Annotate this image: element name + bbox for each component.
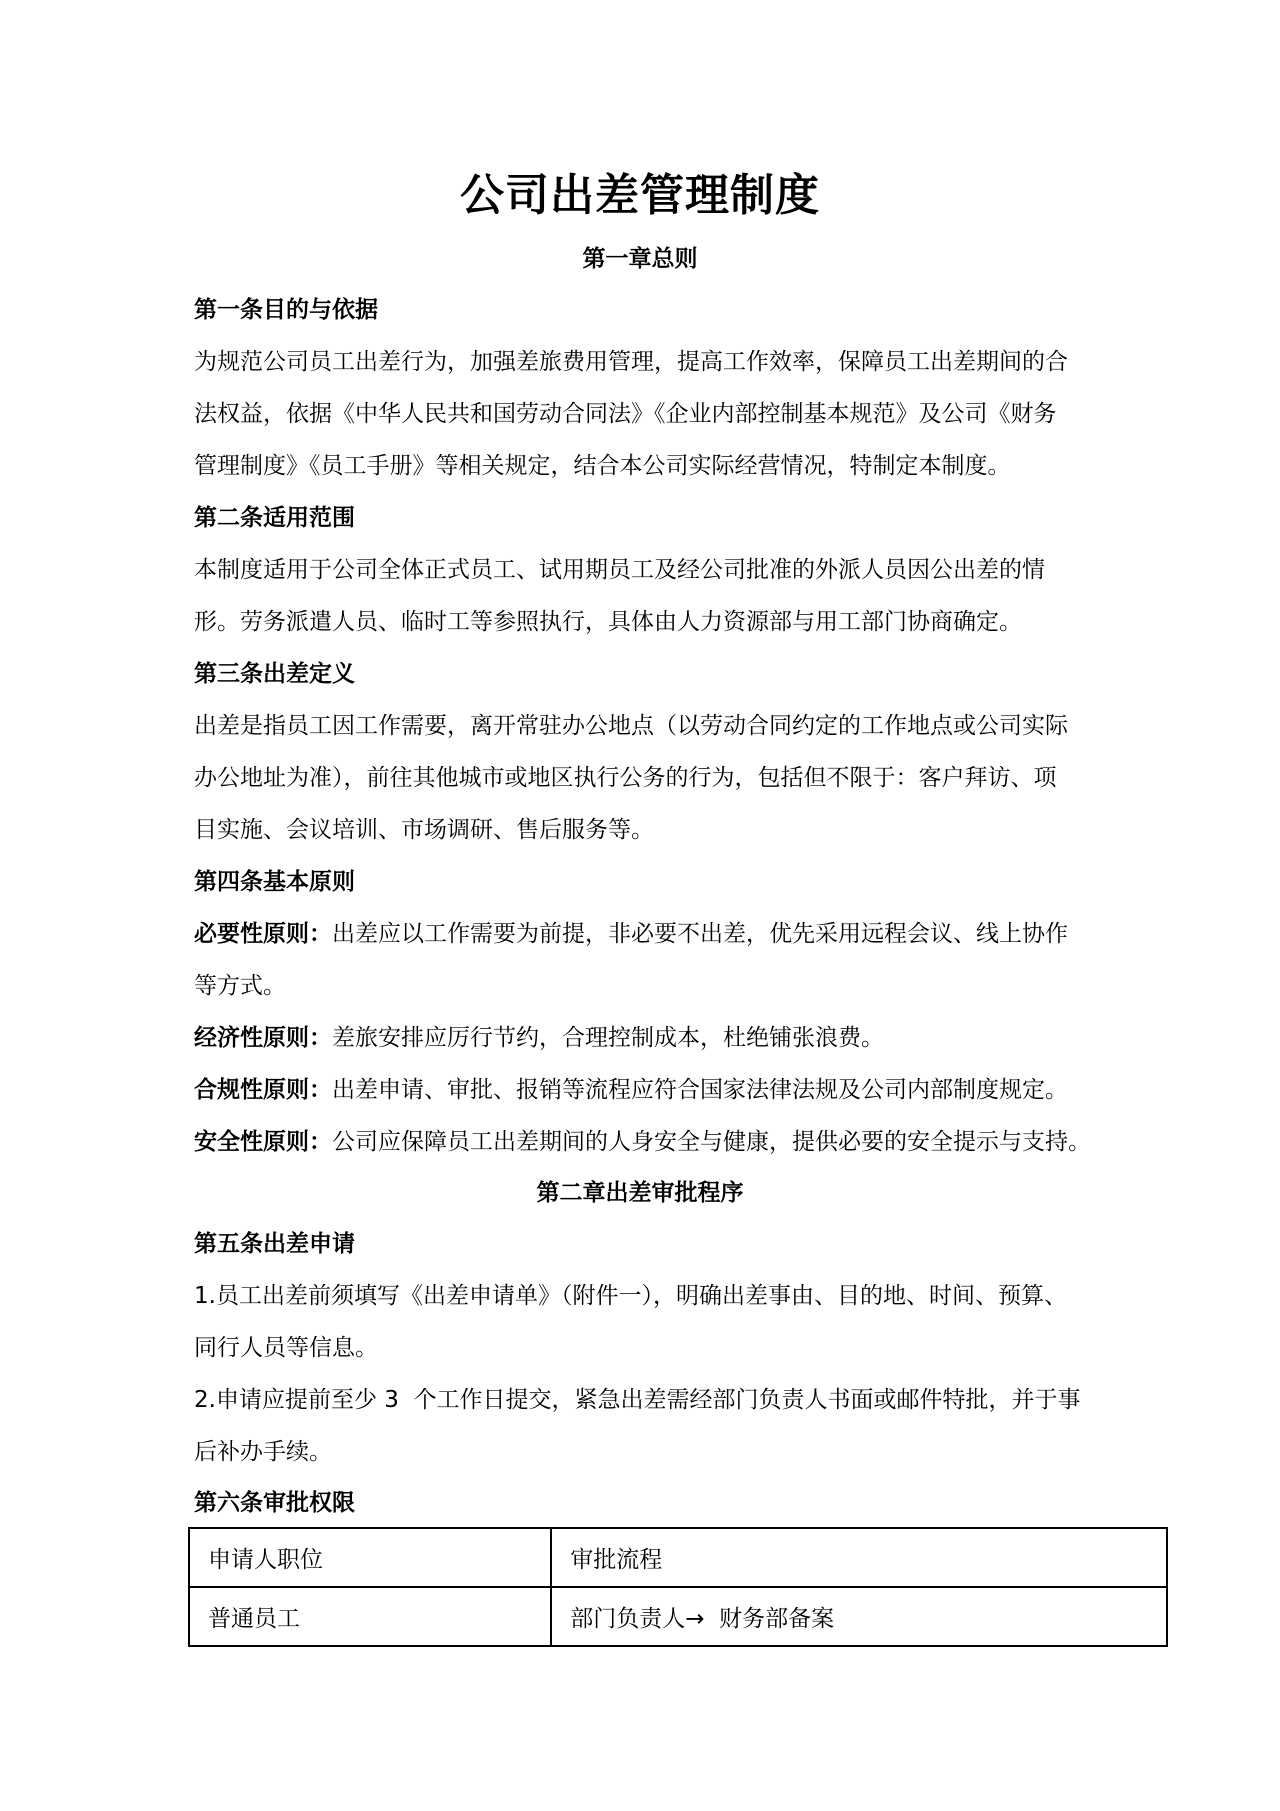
paragraph-line: 形。劳务派遣人员、临时工等参照执行，具体由人力资源部与用工部门协商确定。 [194, 609, 1022, 635]
principle-label: 合规性原则： [194, 1077, 332, 1103]
paragraph-line: 出差是指员工因工作需要，离开常驻办公地点（以劳动合同约定的工作地点或公司实际 [194, 713, 1068, 739]
principle-item [194, 1064, 1094, 1116]
principle-item [194, 1012, 1094, 1064]
article-heading: 第五条出差申请 [194, 1231, 355, 1257]
chapter-heading: 第二章出差审批程序 [536, 1180, 744, 1206]
paragraph-line: 为规范公司员工出差行为，加强差旅费用管理，提高工作效率，保障员工出差期间的合 [194, 349, 1068, 375]
table-header-row [189, 1528, 1167, 1587]
table-header-cell: 申请人职位 [189, 1528, 551, 1587]
table-cell: 普通员工 [189, 1587, 551, 1646]
paragraph-line: 后补办手续。 [194, 1439, 332, 1465]
principle-text: 出差应以工作需要为前提，非必要不出差，优先采用远程会议、线上协作 [332, 921, 1068, 947]
table-cell: 部门负责人→ 财务部备案 [551, 1587, 1167, 1646]
paragraph-line: 同行人员等信息。 [194, 1335, 378, 1361]
paragraph [194, 700, 1094, 856]
paragraph [194, 336, 1094, 492]
table-header-cell: 审批流程 [551, 1528, 1167, 1587]
chapter-heading: 第一章总则 [582, 246, 698, 272]
article-heading: 第三条出差定义 [194, 661, 355, 687]
article-heading: 第二条适用范围 [194, 505, 355, 531]
principle-continuation: 等方式。 [194, 973, 286, 999]
paragraph-line: 1.员工出差前须填写《出差申请单》（附件一），明确出差事由、目的地、时间、预算、 [194, 1283, 1067, 1309]
article-heading: 第六条审批权限 [194, 1490, 355, 1516]
article-heading: 第四条基本原则 [194, 869, 355, 895]
principle-item [194, 1116, 1094, 1168]
principle-label: 必要性原则： [194, 921, 332, 947]
paragraph-line: 管理制度》《员工手册》等相关规定，结合本公司实际经营情况，特制定本制度。 [194, 453, 1011, 479]
paragraph-line: 法权益，依据《中华人民共和国劳动合同法》《企业内部控制基本规范》及公司《财务 [194, 401, 1057, 427]
approval-table [188, 1527, 1168, 1647]
principle-text: 公司应保障员工出差期间的人身安全与健康，提供必要的安全提示与支持。 [332, 1129, 1091, 1155]
principle-label: 经济性原则： [194, 1025, 332, 1051]
principle-text: 差旅安排应厉行节约，合理控制成本，杜绝铺张浪费。 [332, 1025, 884, 1051]
paragraph-line: 2.申请应提前至少 3 个工作日提交，紧急出差需经部门负责人书面或邮件特批，并于事 [194, 1387, 1081, 1413]
paragraph-line: 本制度适用于公司全体正式员工、试用期员工及经公司批准的外派人员因公出差的情 [194, 557, 1045, 583]
paragraph-line: 办公地址为准），前往其他城市或地区执行公务的行为，包括但不限于：客户拜访、项 [194, 765, 1057, 791]
principles-list [194, 908, 1094, 1168]
article-heading: 第一条目的与依据 [194, 297, 378, 323]
paragraph [194, 544, 1094, 648]
document-title: 公司出差管理制度 [460, 170, 820, 221]
principle-item [194, 908, 1094, 960]
table-row [189, 1587, 1167, 1646]
principle-text: 出差申请、审批、报销等流程应符合国家法律法规及公司内部制度规定。 [332, 1077, 1068, 1103]
paragraph-line: 目实施、会议培训、市场调研、售后服务等。 [194, 817, 654, 843]
principle-label: 安全性原则： [194, 1129, 332, 1155]
paragraph [194, 1270, 1094, 1478]
